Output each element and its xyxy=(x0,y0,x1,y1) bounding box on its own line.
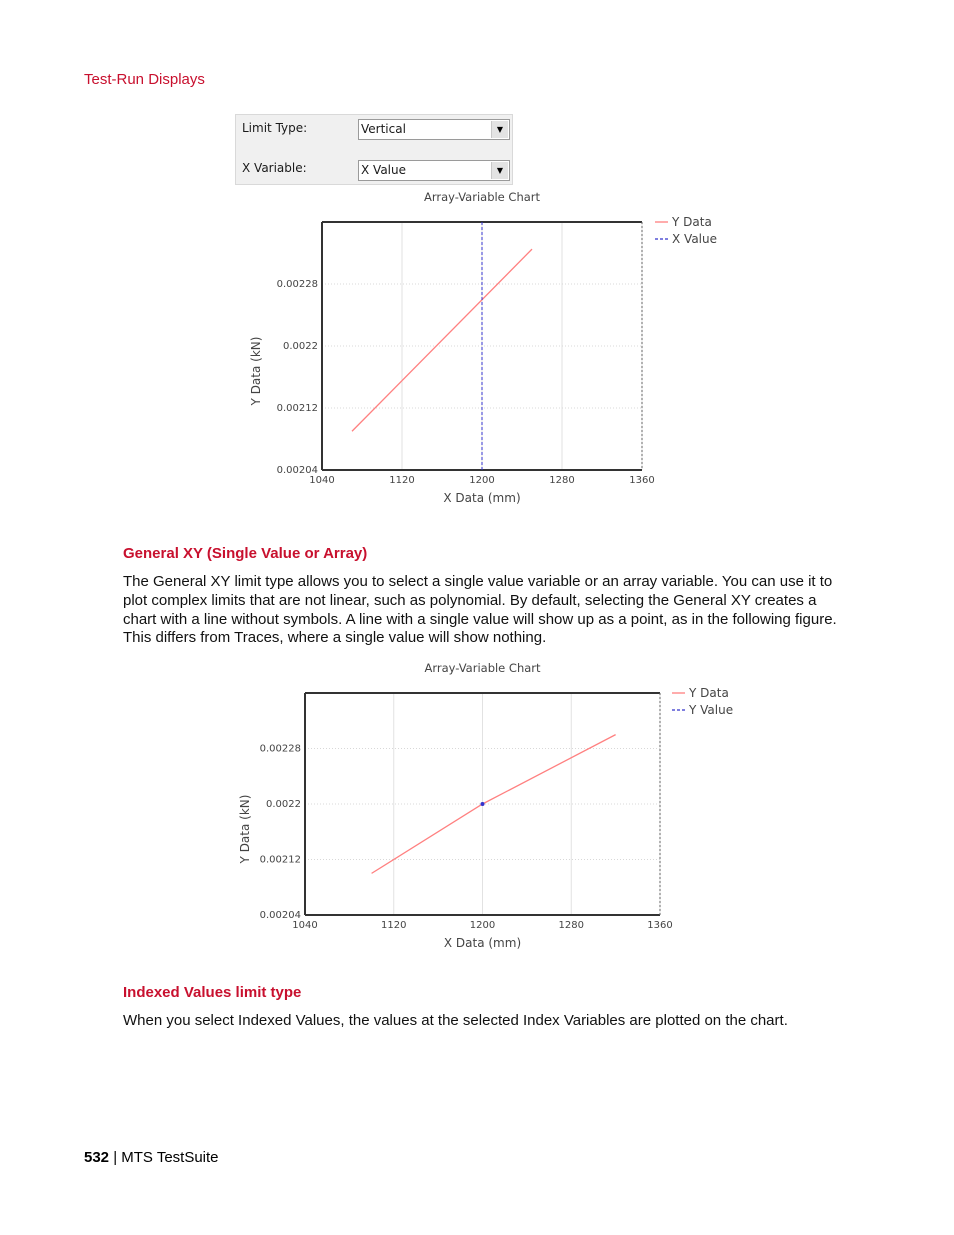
legend-label: X Value xyxy=(672,232,717,246)
y-tick-label: 0.0022 xyxy=(283,341,318,352)
y-tick-label: 0.00228 xyxy=(276,279,318,290)
footer-product: MTS TestSuite xyxy=(121,1149,219,1166)
y-tick-label: 0.00228 xyxy=(259,743,301,755)
section-heading-indexed-values: Indexed Values limit type xyxy=(123,984,302,1001)
x-tick-label: 1200 xyxy=(469,475,495,486)
x-tick-label: 1280 xyxy=(558,920,584,931)
running-head: Test-Run Displays xyxy=(84,71,205,88)
x-tick-label: 1360 xyxy=(647,920,673,931)
y-axis-title: Y Data (kN) xyxy=(249,336,263,406)
legend-label: Y Data xyxy=(689,686,729,700)
x-tick-label: 1200 xyxy=(469,920,496,931)
chart-title: Array-Variable Chart xyxy=(424,661,541,675)
y-value-point xyxy=(481,802,485,806)
y-tick-label: 0.00204 xyxy=(259,910,301,921)
x-tick-label: 1040 xyxy=(309,475,335,486)
legend-label: Y Value xyxy=(689,703,734,717)
limit-type-label: Limit Type: xyxy=(242,121,308,135)
y-tick-label: 0.0022 xyxy=(266,799,301,810)
general-xy-paragraph: The General XY limit type allows you to select a single value variable or an array variable. You can use it to plot complex limits that are not linear, such as polynomial. By default, selecting the General XY creates a chart with a line without symbols. A line with a single value will show up as a point, as in the following figure. This differs from Traces, where a single value will show nothing. xyxy=(123,573,837,647)
x-variable-label: X Variable: xyxy=(242,161,307,175)
y-tick-label: 0.00212 xyxy=(259,854,301,866)
x-axis-title: X Data (mm) xyxy=(443,491,521,505)
footer-separator: | xyxy=(109,1149,122,1166)
x-axis-title: X Data (mm) xyxy=(443,936,522,950)
x-variable-value: X Value xyxy=(361,163,406,177)
chevron-down-icon[interactable]: ▼ xyxy=(491,121,508,138)
x-tick-label: 1280 xyxy=(549,475,575,486)
x-tick-label: 1120 xyxy=(381,920,407,931)
x-tick-label: 1040 xyxy=(292,920,318,931)
limit-type-value: Vertical xyxy=(361,122,406,136)
y-axis-title: Y Data (kN) xyxy=(238,794,252,864)
x-tick-label: 1120 xyxy=(389,475,415,486)
page-number: 532 xyxy=(84,1149,110,1166)
chevron-down-icon[interactable]: ▼ xyxy=(491,162,508,179)
chart-title: Array-Variable Chart xyxy=(423,190,541,204)
y-data-series-line xyxy=(372,735,616,874)
indexed-values-paragraph: When you select Indexed Values, the values at the selected Index Variables are plotted on the chart. xyxy=(123,1012,788,1029)
legend-label: Y Data xyxy=(672,215,712,229)
y-tick-label: 0.00212 xyxy=(276,403,318,414)
section-heading-general-xy: General XY (Single Value or Array) xyxy=(123,545,368,562)
page-footer xyxy=(84,1149,219,1166)
y-tick-label: 0.00204 xyxy=(276,465,318,476)
x-tick-label: 1360 xyxy=(629,475,655,486)
